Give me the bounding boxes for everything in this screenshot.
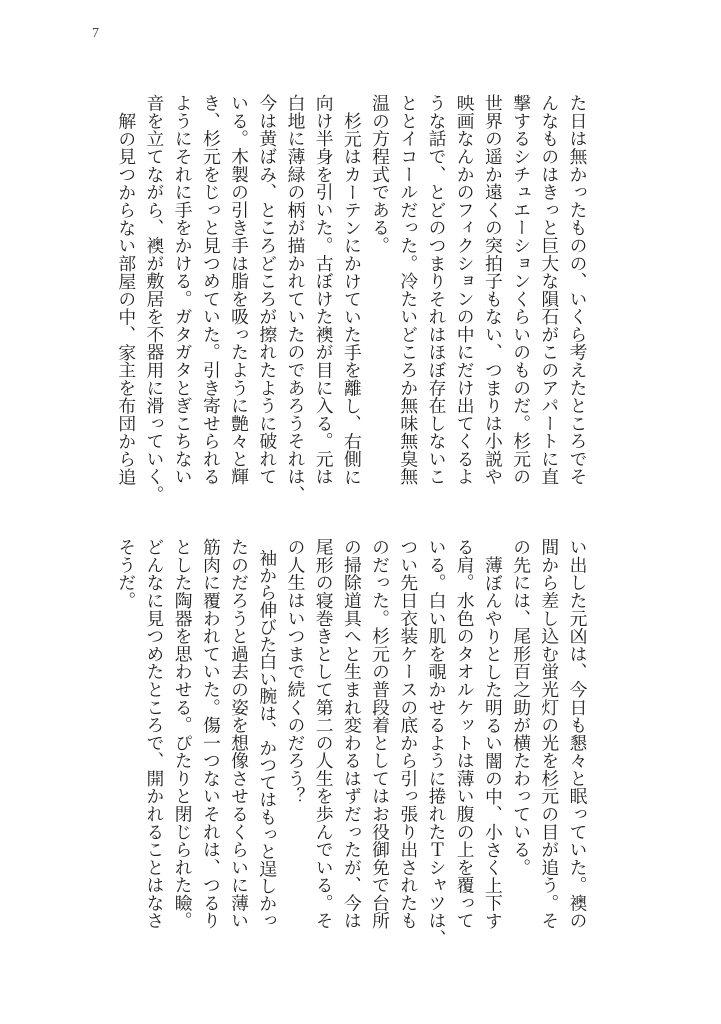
text-column: んなものはきっと巨大な隕石がこのアパートに直 [538, 94, 560, 486]
text-column: の先には、尾形百之助が横たわっている。 [510, 538, 532, 877]
text-column: つい先日衣装ケースの底から引っ張り出されたも [397, 538, 419, 930]
text-column: 今は黄ばみ、ところどころが擦れたように破れて [256, 94, 278, 486]
text-column: 世界の遥か遠くの突拍子もない、つまりは小説や [482, 94, 504, 486]
text-column: 尾形の寝巻きとして第二の人生を歩んでいる。そ [313, 538, 335, 930]
text-column: そうだ。 [115, 538, 137, 610]
text-block-top [111, 94, 591, 504]
text-column: のだった。杉元の普段着としてはお役御免で台所 [369, 538, 391, 930]
text-column: 間から差し込む蛍光灯の光を杉元の目が追う。そ [538, 538, 560, 930]
text-column: 白地に薄緑の柄が描かれていたのであろうそれは、 [284, 94, 306, 504]
text-column: の掃除道具へと生まれ変わるはずだったが、今は [341, 538, 363, 930]
paragraph-start-column: 袖から伸びた白い腕は、かつてはもっと逞しかっ [256, 548, 278, 929]
text-column: き、杉元をじっと見つめていた。引き寄せられる [200, 94, 222, 486]
text-column: 筋肉に覆われていた。傷一つないそれは、つるり [200, 538, 222, 930]
text-column: 向け半身を引いた。古ぼけた襖が目に入る。元は [313, 94, 335, 486]
paragraph-start-column: 薄ぼんやりとした明るい闇の中、小さく上下す [482, 555, 504, 930]
page-number: 7 [92, 26, 99, 41]
text-column: たのだろうと過去の姿を想像させるくらいに薄い [228, 538, 250, 930]
text-column: た日は無かったものの、いくら考えたところでそ [567, 94, 588, 486]
text-column: どんなに見つめたところで、開かれることはなさ [143, 538, 165, 930]
paragraph-start-column: 解の見つからない部屋の中、家主を布団から追 [115, 111, 137, 486]
text-column: いる。木製の引き手は脂を吸ったように艶々と輝 [228, 94, 250, 486]
paragraph-start-column: 杉元はカーテンにかけていた手を離し、右側に [341, 111, 363, 486]
text-column: 映画なんかのフィクションの中にだけ出てくるよ [454, 94, 476, 486]
text-column: い出した元凶は、今日も懇々と眠っていた。襖の [567, 538, 588, 930]
text-column: うな話で、とどのつまりそれはほぼ存在しないこ [425, 94, 447, 486]
text-column: る肩。水色のタオルケットは薄い腹の上を覆って [454, 538, 476, 930]
text-column: ようにそれに手をかける。ガタガタとぎこちない [172, 94, 194, 486]
text-column: いる。白い肌を覗かせるように捲れたＴシャツは、 [425, 538, 447, 948]
text-block-bottom [111, 538, 591, 948]
text-column: ととイコールだった。冷たいどころか無味無臭無 [397, 94, 419, 486]
text-column: 音を立てながら、襖が敷居を不器用に滑っていく。 [143, 94, 165, 504]
text-column: の人生はいつまで続くのだろう？ [284, 538, 306, 805]
text-column: とした陶器を思わせる。ぴたりと閉じられた瞼。 [172, 538, 194, 930]
text-column: 温の方程式である。 [369, 94, 391, 255]
text-column: 撃するシチュエーションくらいのものだ。杉元の [510, 94, 532, 486]
